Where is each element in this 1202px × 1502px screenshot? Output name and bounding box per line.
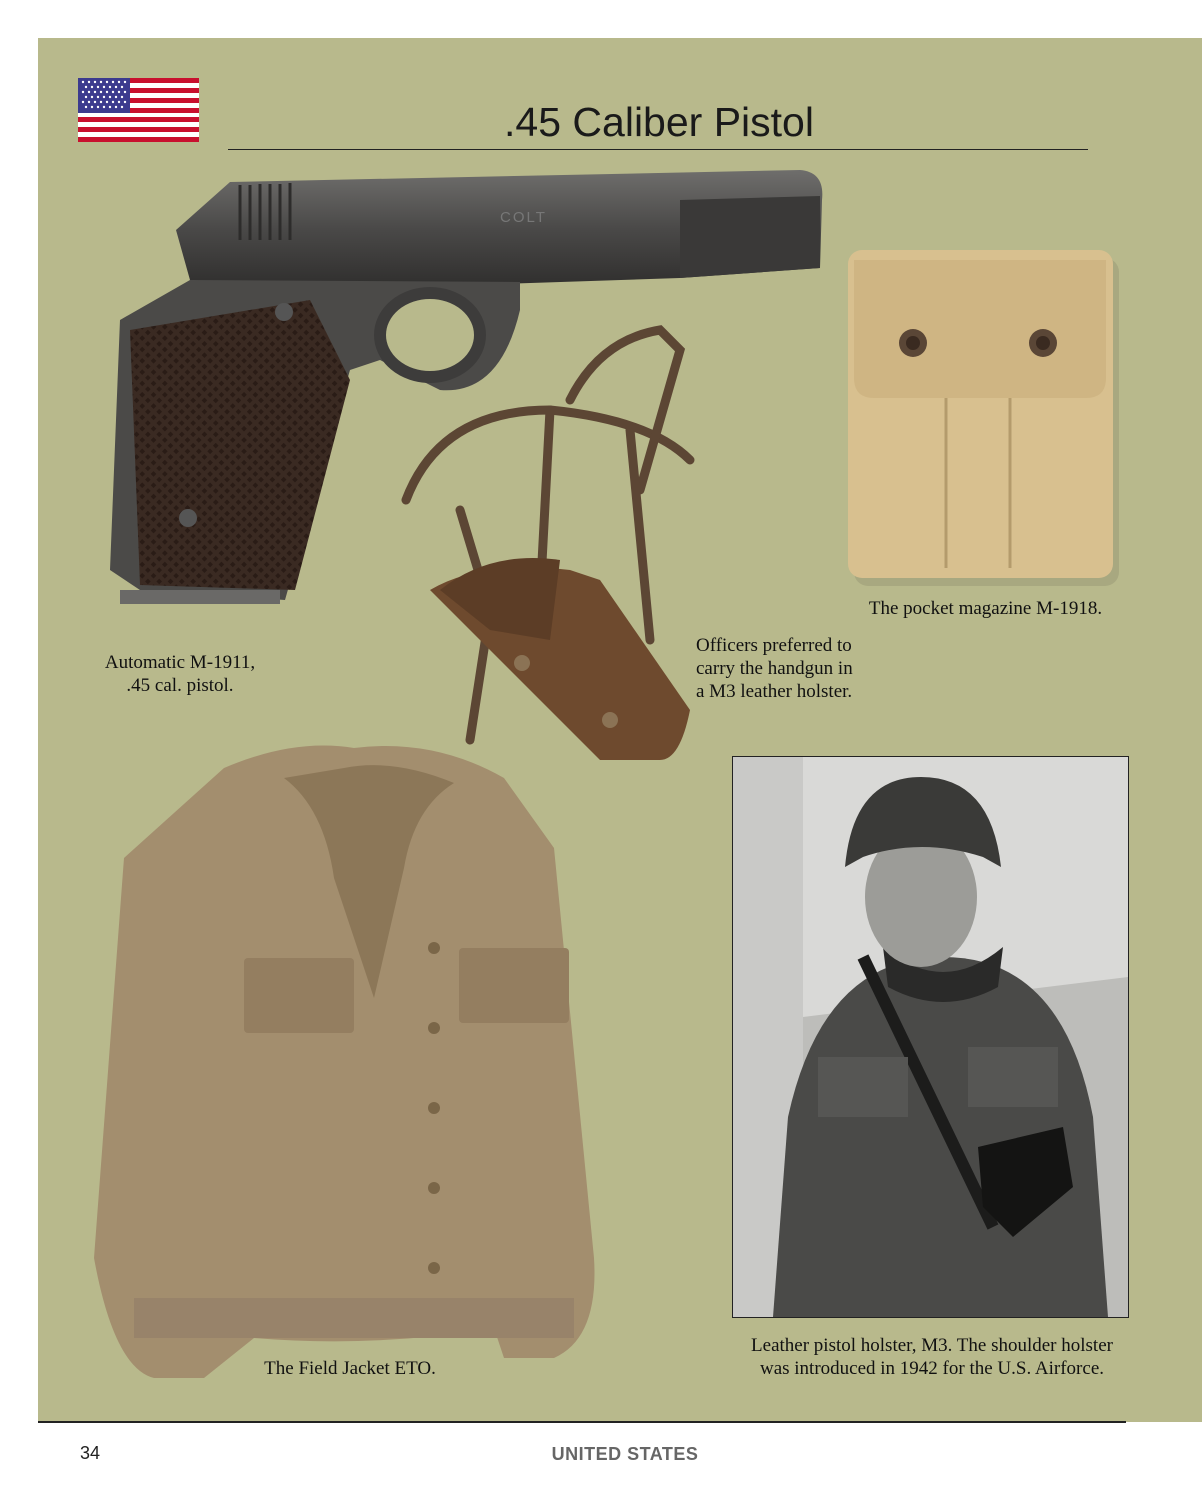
magazine-pouch-caption: The pocket magazine M-1918. bbox=[868, 598, 1103, 619]
pistol-slide-marking: COLT bbox=[500, 209, 547, 226]
us-flag-icon bbox=[78, 78, 199, 142]
holster-caption-line1: Officers preferred to bbox=[696, 635, 852, 656]
officer-photo-caption-line1: Leather pistol holster, M3. The shoulder holster bbox=[751, 1335, 1113, 1356]
officer-photo-frame bbox=[732, 756, 1129, 1318]
holster-caption-line2: carry the handgun in bbox=[696, 658, 853, 679]
officer-photo-caption bbox=[722, 1334, 1142, 1380]
page-title: .45 Caliber Pistol bbox=[504, 99, 814, 145]
officer-photo bbox=[733, 757, 1128, 1317]
pistol-caption bbox=[80, 651, 280, 697]
title-underline bbox=[228, 149, 1088, 150]
pistol-caption-line2: .45 cal. pistol. bbox=[126, 675, 234, 696]
m3-holster-image bbox=[400, 310, 720, 760]
magazine-pouch-image bbox=[848, 248, 1123, 588]
footer-rule bbox=[38, 1421, 1126, 1423]
pistol-caption-line1: Automatic M-1911, bbox=[104, 652, 256, 673]
holster-caption bbox=[696, 634, 896, 703]
holster-caption-line3: a M3 leather holster. bbox=[696, 681, 853, 702]
field-jacket-caption: The Field Jacket ETO. bbox=[264, 1358, 436, 1379]
page-number: 34 bbox=[80, 1443, 101, 1463]
field-jacket-image bbox=[74, 738, 614, 1388]
officer-photo-caption-line2: was introduced in 1942 for the U.S. Airforce. bbox=[759, 1358, 1105, 1379]
section-label: UNITED STATES bbox=[551, 1444, 699, 1464]
